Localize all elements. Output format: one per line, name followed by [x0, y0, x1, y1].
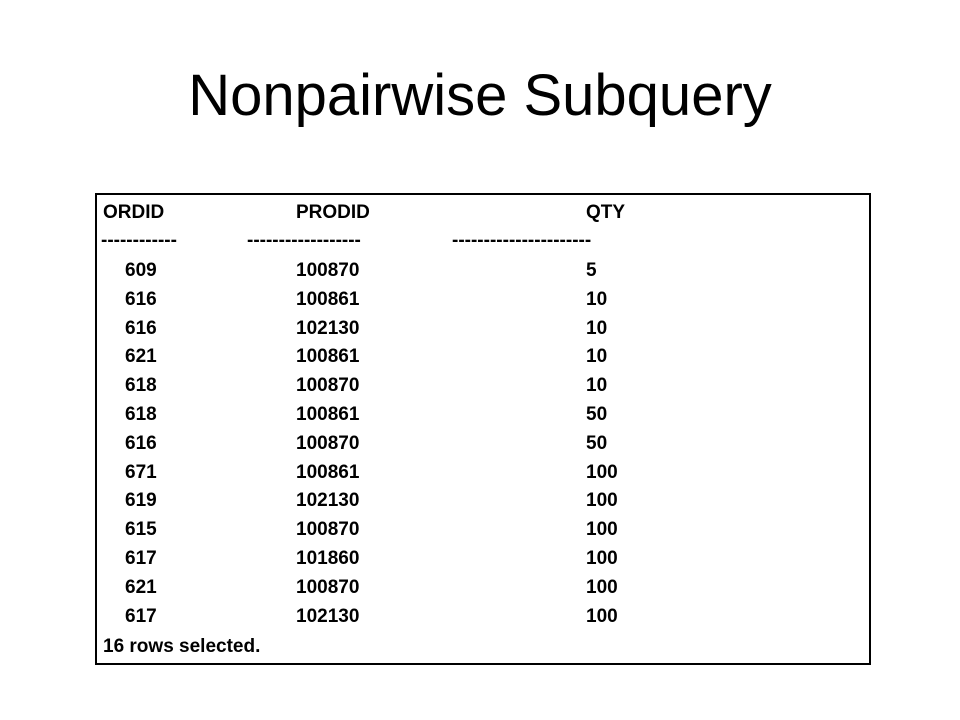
cell-qty: 100 [586, 576, 618, 598]
query-result-box [95, 193, 871, 665]
cell-qty: 10 [586, 375, 608, 397]
cell-prodid: 100870 [296, 576, 360, 598]
cell-qty: 100 [586, 461, 618, 483]
cell-qty: 10 [586, 288, 608, 310]
cell-ordid: 618 [125, 404, 157, 425]
cell-ordid: 616 [125, 288, 157, 310]
cell-qty: 100 [586, 548, 618, 569]
cell-qty: 50 [586, 432, 608, 454]
cell-ordid: 609 [125, 260, 157, 281]
cell-prodid: 100870 [296, 260, 360, 281]
cell-qty: 10 [586, 346, 608, 368]
cell-prodid: 100861 [296, 346, 360, 368]
rows-selected-footer: 16 rows selected. [103, 636, 261, 657]
cell-ordid: 615 [125, 519, 157, 541]
cell-qty: 100 [586, 605, 618, 627]
cell-qty: 5 [586, 260, 597, 281]
cell-ordid: 617 [125, 548, 157, 569]
cell-prodid: 101860 [296, 548, 360, 569]
cell-ordid: 621 [125, 346, 157, 368]
slide-title: Nonpairwise Subquery [188, 63, 772, 128]
cell-ordid: 617 [125, 605, 157, 627]
separator-ordid: ------------ [101, 230, 177, 251]
cell-prodid: 100861 [296, 288, 360, 310]
separator-qty: ---------------------- [452, 230, 592, 251]
cell-prodid: 100861 [296, 461, 360, 483]
column-header-prodid: PRODID [296, 202, 370, 223]
cell-prodid: 100870 [296, 375, 360, 397]
separator-prodid: ------------------ [247, 230, 361, 251]
cell-ordid: 616 [125, 432, 157, 454]
cell-prodid: 100870 [296, 432, 360, 454]
cell-ordid: 619 [125, 490, 157, 512]
cell-prodid: 102130 [296, 490, 360, 512]
cell-qty: 10 [586, 317, 608, 339]
cell-ordid: 618 [125, 375, 157, 397]
cell-ordid: 621 [125, 576, 157, 598]
cell-qty: 100 [586, 519, 618, 541]
column-header-ordid: ORDID [103, 202, 165, 223]
cell-qty: 50 [586, 404, 608, 425]
cell-prodid: 102130 [296, 605, 360, 627]
cell-ordid: 671 [125, 461, 157, 483]
cell-prodid: 102130 [296, 317, 360, 339]
cell-qty: 100 [586, 490, 618, 512]
cell-prodid: 100861 [296, 404, 360, 425]
cell-ordid: 616 [125, 317, 157, 339]
column-header-qty: QTY [586, 202, 626, 223]
cell-prodid: 100870 [296, 519, 360, 541]
